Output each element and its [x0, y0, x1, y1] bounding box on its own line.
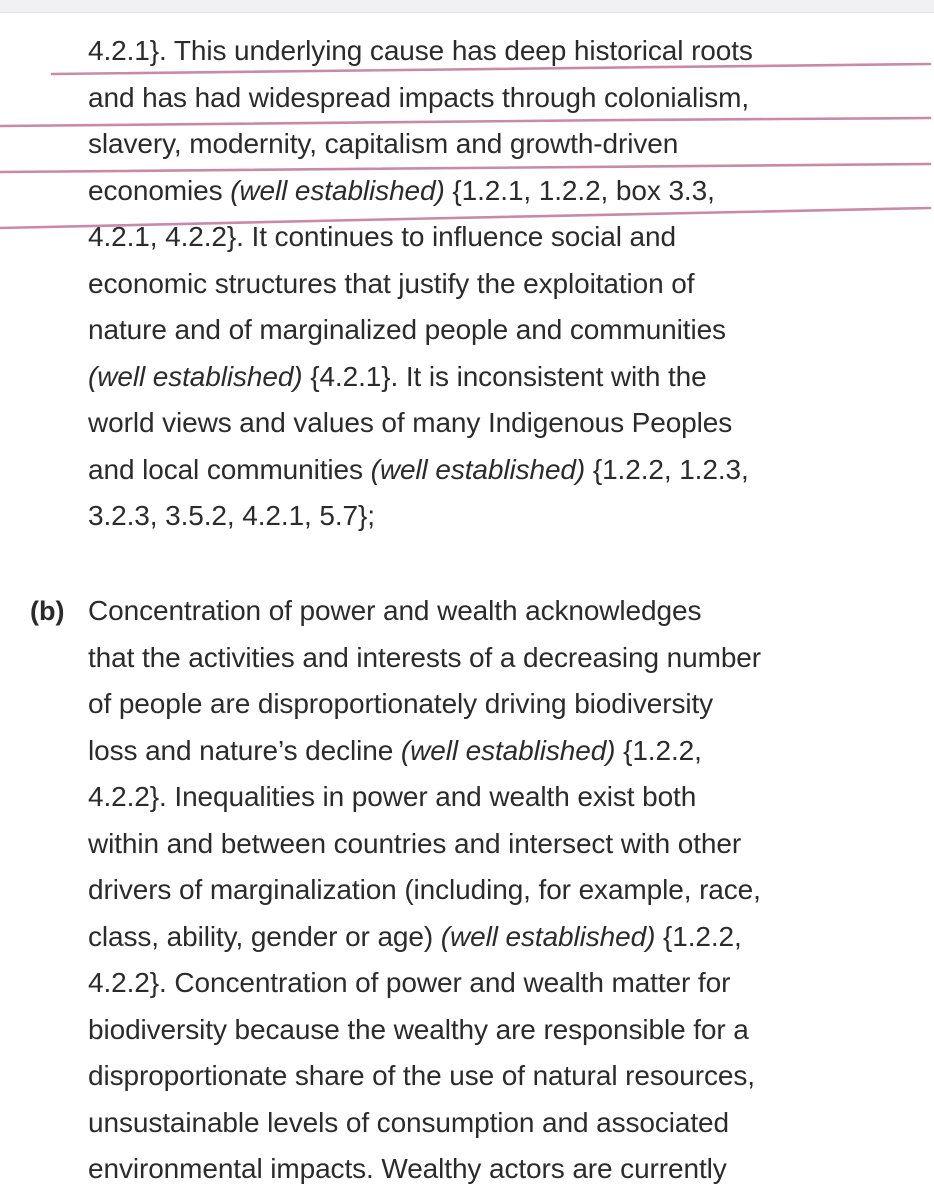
text-run: {1.2.1, 1.2.2, box 3.3,: [444, 174, 715, 206]
text-line: [88, 400, 908, 447]
text-line: [88, 168, 908, 215]
text-line: [88, 588, 908, 635]
text-line: [88, 1100, 908, 1147]
text-line: [88, 354, 908, 401]
text-line: [88, 121, 908, 168]
text-line: [88, 914, 908, 961]
text-line: [88, 821, 908, 868]
text-line: [88, 774, 908, 821]
text-run: and has had widespread impacts through colonialism,: [88, 81, 750, 113]
text-line: [88, 261, 908, 308]
text-line: [88, 447, 908, 494]
text-run: unsustainable levels of consumption and associated: [88, 1106, 729, 1138]
text-run: 4.2.2}. Concentration of power and wealth matter for: [88, 967, 731, 998]
text-line: [88, 75, 908, 122]
text-run: class, ability, gender or age): [88, 920, 441, 952]
paragraph-b: [88, 588, 908, 1193]
text-line: [88, 867, 908, 914]
text-line: [88, 307, 908, 354]
text-run: {1.2.2, 1.2.3,: [585, 453, 749, 485]
text-run: slavery, modernity, capitalism and growth-driven: [88, 128, 679, 159]
text-line: [88, 728, 908, 775]
text-run: and local communities: [88, 453, 371, 485]
text-run: of people are disproportionately driving biodiversity: [88, 688, 714, 719]
text-line: [88, 28, 908, 75]
confidence-term: (well established): [230, 174, 445, 206]
confidence-term: (well established): [400, 734, 616, 766]
text-run: nature and of marginalized people and communities: [88, 314, 726, 345]
text-run: 3.2.3, 3.5.2, 4.2.1, 5.7};: [88, 500, 375, 531]
item-label-b: (b): [30, 596, 65, 626]
top-bar: [0, 0, 934, 13]
text-run: Concentration of power and wealth acknowledges: [88, 595, 702, 626]
text-run: environmental impacts. Wealthy actors are currently: [88, 1153, 727, 1184]
text-run: 4.2.2}. Inequalities in power and wealth exist both: [88, 781, 697, 812]
text-line: [88, 1007, 908, 1054]
text-run: {1.2.2,: [615, 734, 702, 766]
text-run: 4.2.1, 4.2.2}. It continues to influence social and: [88, 221, 676, 252]
confidence-term: (well established): [440, 920, 656, 952]
text-run: 4.2.1}. This underlying cause has deep historical roots: [88, 35, 753, 66]
text-run: {4.2.1}. It is inconsistent with the: [302, 360, 707, 392]
text-run: economic structures that justify the exploitation of: [88, 267, 695, 299]
text-line: [88, 960, 908, 1007]
text-run: biodiversity because the wealthy are responsible for a: [88, 1013, 749, 1045]
text-run: that the activities and interests of a decreasing number: [88, 641, 762, 673]
confidence-term: (well established): [370, 453, 586, 485]
text-run: disproportionate share of the use of natural resources,: [88, 1060, 755, 1091]
text-line: [88, 635, 908, 682]
text-run: world views and values of many Indigenous Peoples: [88, 407, 733, 438]
text-line: [88, 493, 908, 540]
paragraph-a: [88, 28, 908, 540]
text-line: [88, 214, 908, 261]
text-run: loss and nature’s decline: [88, 734, 401, 766]
text-run: drivers of marginalization (including, for example, race,: [88, 874, 761, 905]
text-line: [88, 1146, 908, 1193]
text-line: [88, 681, 908, 728]
text-run: economies: [88, 174, 231, 206]
text-run: within and between countries and intersect with other: [88, 827, 742, 859]
text-run: {1.2.2,: [655, 920, 742, 952]
confidence-term: (well established): [88, 360, 303, 392]
text-line: [88, 1053, 908, 1100]
